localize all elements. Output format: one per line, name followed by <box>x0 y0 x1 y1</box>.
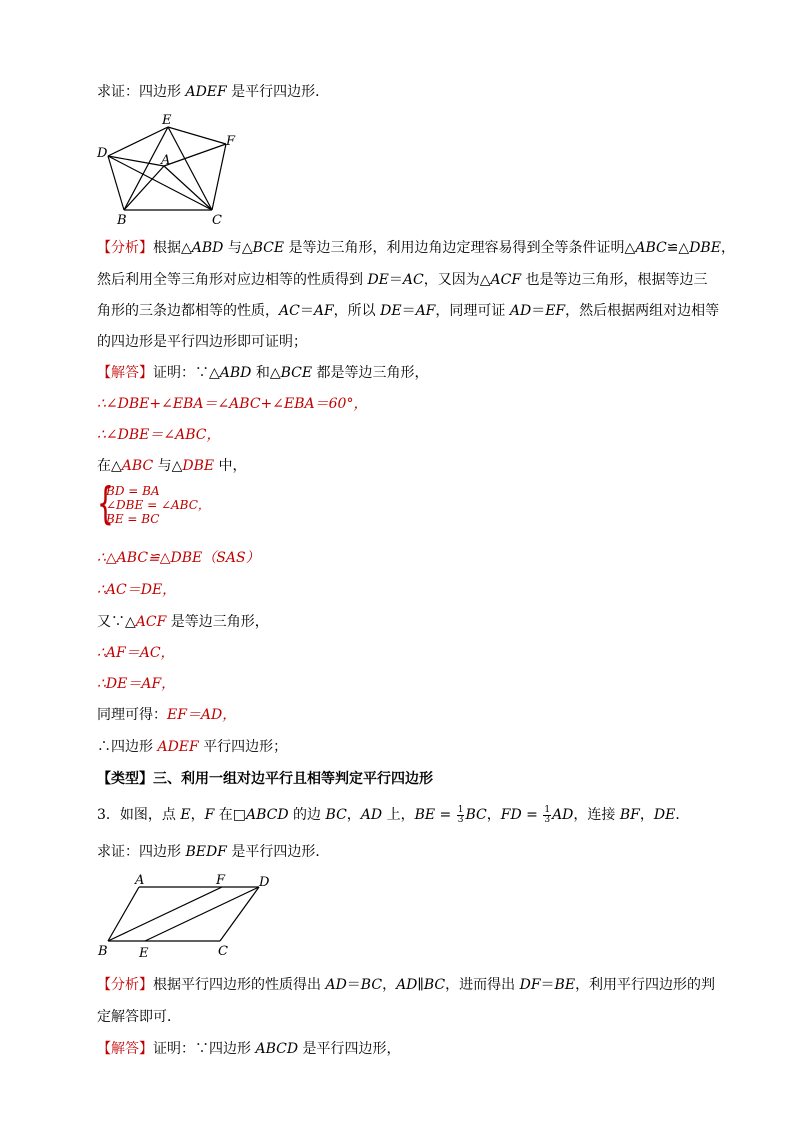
type-heading: 【类型】三、利用一组对边平行且相等判定平行四边形 <box>97 771 433 787</box>
label-e: E <box>162 113 172 128</box>
text: ＝ <box>540 977 555 993</box>
analysis-tag: 【分析】 <box>97 977 153 993</box>
text: 的四边形是平行四边形即可证明； <box>97 334 307 350</box>
text: ， <box>346 807 361 823</box>
text: ， <box>382 977 397 993</box>
text: AC <box>402 272 424 288</box>
text: DF <box>519 977 541 993</box>
text: ABC <box>121 458 154 474</box>
text: 与△ <box>153 458 183 474</box>
text: 同理可得： <box>97 707 167 723</box>
text: 定解答即可． <box>97 1009 181 1025</box>
label-b: B <box>98 944 108 959</box>
text: AF <box>415 303 436 319</box>
system-line: BE = BC <box>106 512 160 526</box>
text: ACF <box>135 614 167 630</box>
text: BE <box>414 807 436 823</box>
text: BC <box>360 977 383 993</box>
solution-line-3: ∴∠DBE＝∠ABC， <box>97 427 221 443</box>
equation-system <box>97 478 237 532</box>
label-a: A <box>161 153 171 168</box>
text: 上， <box>382 807 415 823</box>
solution-line-4 <box>97 456 247 476</box>
system-line: BD = BA <box>106 484 160 498</box>
system-lines <box>106 484 210 526</box>
analysis-line-4 <box>97 332 307 352</box>
text: 又∵△ <box>97 614 136 630</box>
solution-line-2: ∴∠DBE+∠EBA＝∠ABC+∠EBA＝60°， <box>97 396 368 412</box>
fraction-one-third <box>457 806 465 825</box>
text: FD <box>500 807 522 823</box>
text: 都是等边三角形， <box>312 365 429 381</box>
text: AD <box>396 977 418 993</box>
solution-line-1 <box>97 363 429 383</box>
text: 是等边三角形，利用边角边定理容易得到全等条件证明△ <box>284 240 636 256</box>
text: 是等边三角形， <box>166 614 269 630</box>
solution-line-11 <box>97 737 287 757</box>
fraction-denominator: 3 <box>457 814 464 825</box>
text: 中， <box>214 458 247 474</box>
text: E <box>180 807 191 823</box>
text: AD <box>325 977 347 993</box>
text: AD <box>552 807 574 823</box>
text: ABD <box>219 365 252 381</box>
text: BCE <box>252 240 285 256</box>
text: BC <box>325 807 347 823</box>
text: ，所以 <box>333 303 381 319</box>
text: 的边 <box>288 807 326 823</box>
label-f: F <box>216 873 226 888</box>
analysis-3-line-1 <box>97 975 715 995</box>
text: AD <box>360 807 383 823</box>
text: ，进而得出 <box>445 977 520 993</box>
prove-prefix: 求证：四边形 <box>97 844 186 860</box>
text: = <box>521 807 543 823</box>
quad-name: ADEF <box>185 84 227 100</box>
text: F <box>204 807 215 823</box>
text: 3．如图，点 <box>97 807 181 823</box>
text: 和△ <box>251 365 281 381</box>
text: DE <box>653 807 676 823</box>
text: ABD <box>191 240 224 256</box>
text: BE <box>554 977 576 993</box>
solution-line-5: ∴△ABC≌△DBE（SAS） <box>97 550 260 566</box>
prove-statement-3 <box>97 842 329 862</box>
text: ，利用平行四边形的判 <box>575 977 716 993</box>
text: ADEF <box>157 739 199 755</box>
text: ≌△ <box>666 240 690 256</box>
solution-3-line-1 <box>97 1039 401 1059</box>
text: ，连接 <box>573 807 620 823</box>
text: ，然后根据两组对边相等 <box>565 303 720 319</box>
analysis-tag: 【分析】 <box>97 240 153 256</box>
text: = <box>435 807 456 823</box>
text: ABCD <box>246 807 289 823</box>
prove-prefix: 求证：四边形 <box>97 84 186 100</box>
text: ＝ <box>531 303 546 319</box>
text: 然后利用全等三角形对应边相等的性质得到 <box>97 272 368 288</box>
label-d: D <box>259 875 270 890</box>
quad-name: BEDF <box>185 844 227 860</box>
text: ＝ <box>299 303 314 319</box>
text: ，同理可证 <box>435 303 510 319</box>
text: ABC <box>635 240 667 256</box>
text: EF＝AD， <box>167 707 237 723</box>
text: ＝ <box>346 977 361 993</box>
text: EF <box>545 303 566 319</box>
label-c: C <box>212 213 222 228</box>
analysis-line-3 <box>97 301 719 321</box>
text: ，又因为△ <box>423 272 491 288</box>
text: ABCD <box>255 1041 299 1057</box>
brace-icon: { <box>97 478 114 529</box>
text: BCE <box>280 365 313 381</box>
solution-line-7 <box>97 612 269 632</box>
text: 在□ <box>214 807 246 823</box>
text: ∴四边形 <box>97 739 158 755</box>
text: ∥ <box>417 977 424 993</box>
text: DE <box>380 303 402 319</box>
text: 也是等边三角形，根据等边三 <box>521 272 708 288</box>
text: ， <box>720 240 735 256</box>
fraction-one-third <box>543 806 551 825</box>
solution-tag: 【解答】 <box>97 1041 153 1057</box>
text: ， <box>486 807 501 823</box>
fraction-numerator: 1 <box>457 804 464 815</box>
text: ＝ <box>401 303 416 319</box>
problem-3-statement <box>97 805 689 825</box>
label-d: D <box>97 146 108 161</box>
text: 是平行四边形， <box>298 1041 401 1057</box>
text: ， <box>190 807 205 823</box>
text: DBE <box>689 240 721 256</box>
pentagon-figure <box>90 108 250 230</box>
solution-line-10 <box>97 705 236 725</box>
label-e: E <box>139 946 149 961</box>
prove-suffix: 是平行四边形． <box>226 844 330 860</box>
system-line: ∠DBE = ∠ABC， <box>106 498 210 512</box>
prove-statement-1 <box>97 82 329 102</box>
fraction-denominator: 3 <box>544 814 551 825</box>
text: ACF <box>490 272 522 288</box>
text: ， <box>639 807 654 823</box>
analysis-line-1 <box>97 238 735 258</box>
text: BC <box>423 977 446 993</box>
text: DBE <box>182 458 215 474</box>
text: 根据△ <box>153 240 192 256</box>
text: ＝ <box>388 272 403 288</box>
label-b: B <box>117 213 127 228</box>
solution-line-8: ∴AF＝AC， <box>97 645 175 661</box>
prove-suffix: 是平行四边形． <box>226 84 330 100</box>
text: AD <box>509 303 532 319</box>
text: BC <box>465 807 487 823</box>
text: 平行四边形； <box>198 739 288 755</box>
fraction-numerator: 1 <box>544 804 551 815</box>
text: 证明：∵△ <box>153 365 220 381</box>
analysis-line-2 <box>97 270 708 290</box>
solution-tag: 【解答】 <box>97 365 153 381</box>
text: AF <box>313 303 334 319</box>
text: DE <box>367 272 389 288</box>
analysis-3-line-2 <box>97 1007 181 1027</box>
text: AC <box>279 303 300 319</box>
label-c: C <box>218 944 228 959</box>
text: ． <box>675 807 690 823</box>
solution-line-6: ∴AC＝DE， <box>97 582 177 598</box>
parallelogram-figure <box>95 870 280 962</box>
label-f: F <box>226 134 236 149</box>
text: 根据平行四边形的性质得出 <box>153 977 326 993</box>
solution-line-9: ∴DE＝AF， <box>97 676 176 692</box>
text: 证明：∵四边形 <box>153 1041 256 1057</box>
text: 在△ <box>97 458 122 474</box>
text: 角形的三条边都相等的性质， <box>97 303 279 319</box>
text: BF <box>619 807 640 823</box>
text: 与△ <box>223 240 253 256</box>
label-a: A <box>135 873 145 888</box>
